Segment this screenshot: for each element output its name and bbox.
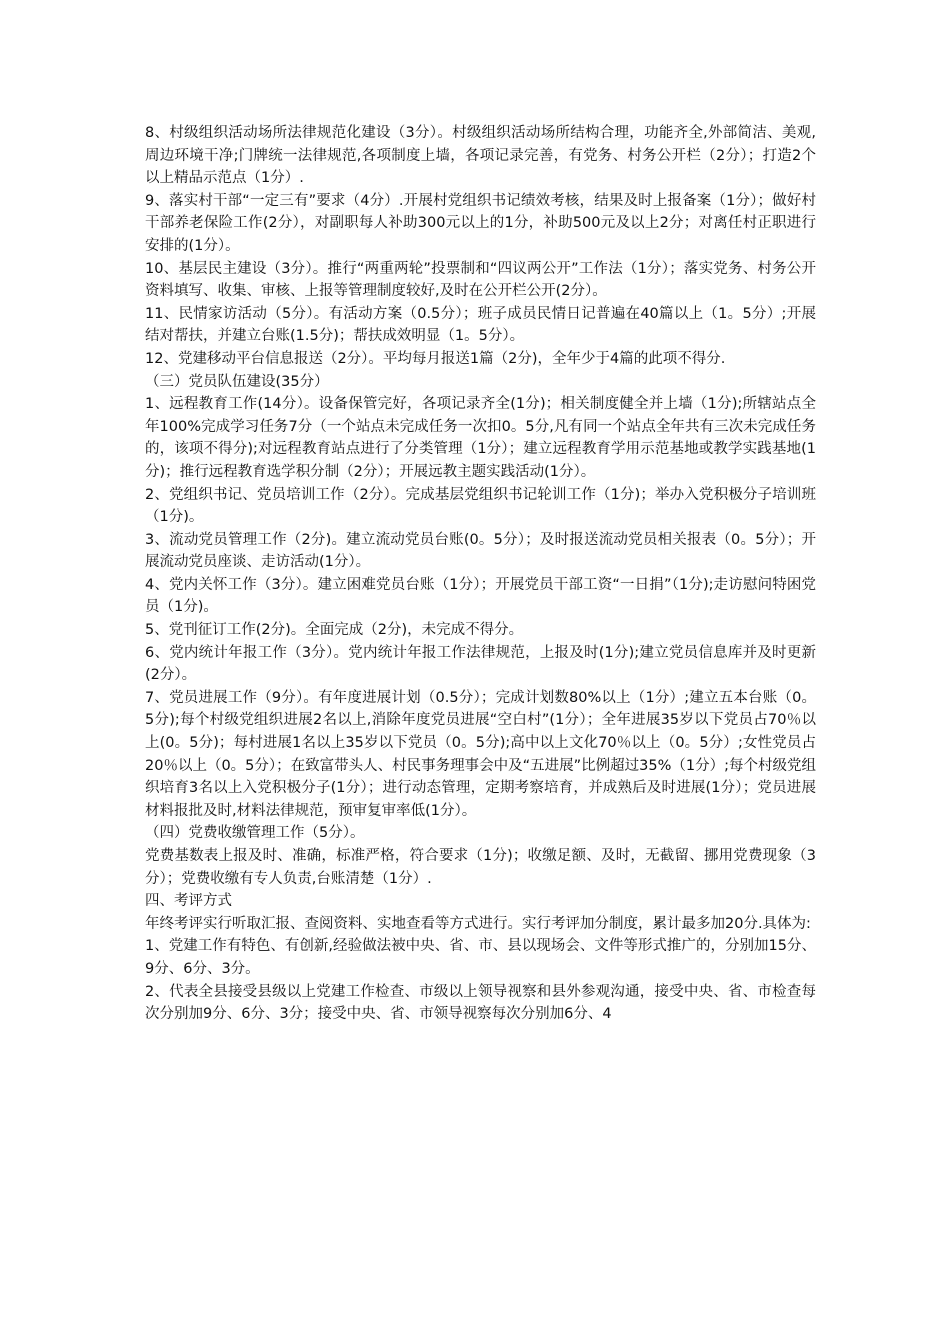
paragraph-item-12: 12、党建移动平台信息报送（2分）。平均每月报送1篇（2分)，全年少于4篇的此项不得分. <box>145 350 726 367</box>
paragraph-item-10: 10、基层民主建设（3分）。推行“两重两轮”投票制和“四议两公开”工作法（1分）；落实党务、村务公开资料填写、收集、审核、上报等管理制度较好,及时在公开栏公开(2分）。 <box>145 260 816 300</box>
paragraph-training: 2、党组织书记、党员培训工作（2分）。完成基层党组织书记轮训工作（1分)；举办入党积极分子培训班（1分)。 <box>145 486 816 526</box>
paragraph-bonus-2: 2、代表全县接受县级以上党建工作检查、市级以上领导视察和县外参观沟通，接受中央、省、市检查每次分别加9分、6分、3分；接受中央、省、市领导视察每次分别加6分、4 <box>145 983 816 1023</box>
section-heading-dues: （四）党费收缴管理工作（5分）。 <box>145 825 365 842</box>
paragraph-evaluation-method: 年终考评实行听取汇报、查阅资料、实地查看等方式进行。实行考评加分制度，累计最多加20分.具体为: <box>145 915 811 932</box>
paragraph-annual-statistics: 6、党内统计年报工作（3分）。党内统计年报工作法律规范，上报及时(1分);建立党员信息库并及时更新(2分）。 <box>145 644 816 684</box>
paragraph-member-development: 7、党员进展工作（9分）。有年度进展计划（0.5分）；完成计划数80%以上（1分）;建立五本台账（0。5分);每个村级党组织进展2名以上,消除年度党员进展“空白村”(1分）；全年进展35岁以下党员占70％以上(0。5分)；每村进展1名以上35岁以下党员（0。5分);高中以上文化70％以上（0。5分）;女性党员占20％以上（0。5分）；在致富带头人、村民事务理事会中及“五进展”比例超过35%（1分）;每个村级党组织培育3名以上入党积极分子(1分）；进行动态管理，定期考察培育，并成熟后及时进展(1分）；党员进展材料报批及时,材料法律规范，预审复审率低(1分）。 <box>145 689 817 819</box>
section-heading-party-members: （三）党员队伍建设(35分） <box>145 373 329 390</box>
paragraph-item-8: 8、村级组织活动场所法律规范化建设（3分）。村级组织活动场所结构合理，功能齐全,外部简洁、美观,周边环境干净;门牌统一法律规范,各项制度上墙，各项记录完善，有党务、村务公开栏（2分）；打造2个以上精品示范点（1分）. <box>145 125 816 187</box>
document-body <box>145 122 816 1026</box>
paragraph-remote-education: 1、远程教育工作(14分）。设备保管完好，各项记录齐全(1分)；相关制度健全并上墙（1分);所辖站点全年100%完成学习任务7分（一个站点未完成任务一次扣0。5分,凡有同一个站点全年共有三次未完成任务的，该项不得分);对远程教育站点进行了分类管理（1分）；建立远程教育学用示范基地或教学实践基地(1分)；推行远程教育选学积分制（2分）；开展远教主题实践活动(1分）。 <box>145 396 816 480</box>
paragraph-journal-subscription: 5、党刊征订工作(2分)。全面完成（2分)，未完成不得分。 <box>145 622 524 639</box>
paragraph-item-9: 9、落实村干部“一定三有”要求（4分）.开展村党组织书记绩效考核，结果及时上报备案（1分）；做好村干部养老保险工作(2分），对副职每人补助300元以上的1分，补助500元及以上2分；对离任村正职进行安排的(1分）。 <box>145 192 816 254</box>
paragraph-care: 4、党内关怀工作（3分）。建立困难党员台账（1分）；开展党员干部工资“一日捐”（1分);走访慰问特困党员（1分)。 <box>145 576 816 616</box>
paragraph-dues: 党费基数表上报及时、准确，标准严格，符合要求（1分)；收缴足额、及时，无截留、挪用党费现象（3分）；党费收缴有专人负责,台账清楚（1分）. <box>145 848 816 887</box>
paragraph-item-11: 11、民情家访活动（5分）。有活动方案（0.5分）；班子成员民情日记普遍在40篇以上（1。5分）;开展结对帮扶，并建立台账(1.5分)；帮扶成效明显（1。5分）。 <box>145 305 816 345</box>
paragraph-bonus-1: 1、党建工作有特色、有创新,经验做法被中央、省、市、县以现场会、文件等形式推广的，分别加15分、9分、6分、3分。 <box>145 938 816 977</box>
paragraph-mobile-members: 3、流动党员管理工作（2分)。建立流动党员台账(0。5分）；及时报送流动党员相关报表（0。5分）；开展流动党员座谈、走访活动(1分）。 <box>145 531 816 571</box>
section-heading-evaluation: 四、考评方式 <box>145 893 232 910</box>
